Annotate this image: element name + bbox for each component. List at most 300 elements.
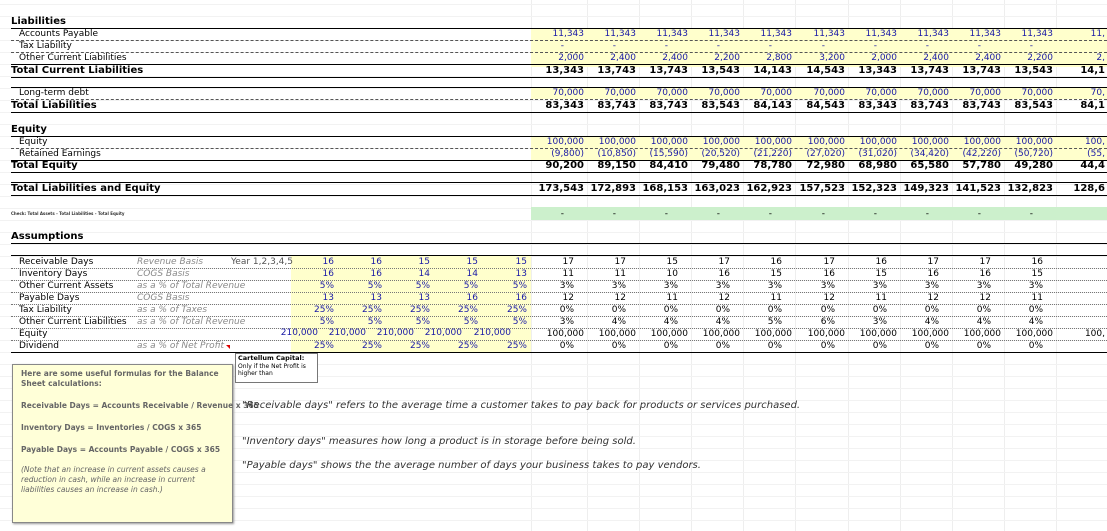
- cell-assumption-yearly: 210,000: [424, 328, 462, 338]
- cell-assumption-value: 4%: [611, 317, 626, 327]
- cell-retained-earnings: (42,220): [962, 149, 1001, 159]
- cell-assumption-value: 0%: [820, 305, 835, 315]
- cell-total-liabilities-equity: 128,6: [1073, 183, 1105, 194]
- note-intro: Here are some useful formulas for the Balance Sheet calculations:: [21, 369, 219, 388]
- cell-assumption-value: 3%: [767, 281, 782, 291]
- cell-total-equity: 78,780: [753, 160, 792, 171]
- row-label-tax-liability: Tax Liability: [19, 41, 72, 51]
- cell-total-equity: 65,580: [910, 160, 949, 171]
- cell-assumption-yearly: 13: [370, 293, 382, 303]
- cell-total-liabilities: 84,1: [1080, 100, 1105, 111]
- cell-total-liabilities: 83,743: [597, 100, 636, 111]
- cell-other-current-liabilities: 2,: [1096, 53, 1105, 63]
- cell-assumption-value: 4%: [924, 317, 939, 327]
- cell-check: -: [925, 209, 929, 219]
- grid-row-line: [0, 232, 1107, 233]
- cell-assumption-value: 15: [1031, 269, 1043, 279]
- cell-total-equity: 89,150: [597, 160, 636, 171]
- cell-other-current-liabilities: 2,000: [871, 53, 897, 63]
- cell-assumption-yearly: 16: [466, 293, 478, 303]
- cell-assumption-yearly: 15: [466, 257, 478, 267]
- cell-retained-earnings: (27,020): [806, 149, 845, 159]
- cell-tax-liability: -: [977, 41, 981, 51]
- cell-check: -: [768, 209, 772, 219]
- cell-retained-earnings: (9,800): [551, 149, 584, 159]
- cell-assumption-value: 16: [823, 269, 835, 279]
- cell-assumption-value: 0%: [715, 305, 730, 315]
- assumption-label: Payable Days: [19, 293, 80, 303]
- cell-assumption-yearly: 5%: [415, 317, 430, 327]
- cell-accounts-payable: 11,343: [969, 29, 1001, 39]
- cell-assumption-value: 0%: [820, 341, 835, 351]
- cell-assumption-yearly: 5%: [415, 281, 430, 291]
- cell-total-liabilities: 83,543: [701, 100, 740, 111]
- assumption-label: Dividend: [19, 341, 59, 351]
- cell-assumption-value: 3%: [559, 317, 574, 327]
- cell-long-term-debt: 70,000: [760, 88, 792, 98]
- cell-assumption-value: 100,000: [650, 329, 688, 339]
- cell-accounts-payable: 11,343: [552, 29, 584, 39]
- cell-check: -: [1029, 209, 1033, 219]
- cell-total-liabilities: 83,743: [962, 100, 1001, 111]
- cell-assumption-value: 17: [718, 257, 730, 267]
- cell-tax-liability: -: [612, 41, 616, 51]
- grid-row-line: [0, 244, 1107, 245]
- cell-total-current-liabilities: 13,343: [545, 65, 584, 76]
- grid-column-line: [743, 0, 744, 531]
- grid-column-line: [952, 0, 953, 531]
- cell-total-liabilities-equity: 172,893: [590, 183, 636, 194]
- cell-assumption-yearly: 14: [418, 269, 430, 279]
- cell-accounts-payable: 11,343: [708, 29, 740, 39]
- cell-long-term-debt: 70,000: [813, 88, 845, 98]
- section-equity: Equity: [11, 124, 47, 135]
- cell-check: -: [873, 209, 877, 219]
- cell-assumption-yearly: 210,000: [280, 328, 318, 338]
- cell-assumption-value: 0%: [663, 341, 678, 351]
- cell-assumption-value: 0%: [872, 341, 887, 351]
- cell-assumption-value: 100,000: [859, 329, 897, 339]
- row-label-long-term-debt: Long-term debt: [19, 88, 89, 98]
- cell-assumption-value: 11: [1031, 293, 1043, 303]
- cell-assumption-value: 4%: [663, 317, 678, 327]
- cell-total-current-liabilities: 13,543: [1014, 65, 1053, 76]
- assumption-basis: as a % of Total Revenue: [137, 281, 246, 291]
- cell-assumption-value: 3%: [663, 281, 678, 291]
- cell-other-current-liabilities: 2,400: [662, 53, 688, 63]
- cell-assumption-yearly: 210,000: [376, 328, 414, 338]
- cell-total-equity: 84,410: [649, 160, 688, 171]
- cell-assumption-yearly: 5%: [367, 281, 382, 291]
- row-label-total-liabilities-equity: Total Liabilities and Equity: [11, 183, 161, 194]
- cell-total-liabilities: 83,343: [858, 100, 897, 111]
- cell-assumption-value: 12: [823, 293, 835, 303]
- desc-payable-days: "Payable days" shows the the average number of days your business takes to pay vendors.: [242, 460, 701, 471]
- cell-assumption-value: 17: [823, 257, 835, 267]
- cell-assumption-yearly: 16: [370, 269, 382, 279]
- grid-column-line: [691, 0, 692, 531]
- cell-total-equity: 57,780: [962, 160, 1001, 171]
- cell-assumption-value: 0%: [1028, 305, 1043, 315]
- cell-other-current-liabilities: 2,200: [714, 53, 740, 63]
- grid-column-line: [848, 0, 849, 531]
- cell-assumption-value: 12: [979, 293, 991, 303]
- cell-assumption-yearly: 15: [418, 257, 430, 267]
- cell-assumption-value: 4%: [1028, 317, 1043, 327]
- cell-equity: 100,000: [546, 137, 584, 147]
- row-label-check: Check: Total Assets - Total Liabilities - Total Equity: [11, 211, 125, 216]
- row-label-accounts-payable: Accounts Payable: [19, 29, 99, 39]
- cell-tax-liability: -: [716, 41, 720, 51]
- assumption-basis: as a % of Net Profit: [137, 341, 225, 351]
- assumption-basis: as a % of Taxes: [137, 305, 208, 315]
- cell-assumption-value: 11: [562, 269, 574, 279]
- cell-assumption-value: 3%: [611, 281, 626, 291]
- cell-tax-liability: -: [925, 41, 929, 51]
- cell-other-current-liabilities: 2,400: [923, 53, 949, 63]
- cell-assumption-value: 3%: [559, 281, 574, 291]
- grid-column-line: [900, 0, 901, 531]
- grid-column-line: [639, 0, 640, 531]
- cell-assumption-yearly: 5%: [319, 281, 334, 291]
- cell-total-equity: 49,280: [1014, 160, 1053, 171]
- cell-assumption-value: 0%: [715, 341, 730, 351]
- assumption-basis: COGS Basis: [137, 269, 190, 279]
- cell-other-current-liabilities: 3,200: [819, 53, 845, 63]
- note-formula-receivable: Receivable Days = Accounts Receivable / Revenue x 365: [21, 401, 259, 410]
- cell-total-current-liabilities: 14,143: [753, 65, 792, 76]
- assumption-label: Other Current Assets: [19, 281, 114, 291]
- cell-assumption-value: 100,000: [911, 329, 949, 339]
- cell-long-term-debt: 70,000: [969, 88, 1001, 98]
- cell-total-current-liabilities: 13,743: [597, 65, 636, 76]
- cell-total-liabilities-equity: 141,523: [955, 183, 1001, 194]
- cell-assumption-yearly: 13: [322, 293, 334, 303]
- cell-check: -: [716, 209, 720, 219]
- cell-total-current-liabilities: 13,743: [910, 65, 949, 76]
- cell-accounts-payable: 11,343: [813, 29, 845, 39]
- cell-retained-earnings: (50,720): [1014, 149, 1053, 159]
- cell-assumption-value: 0%: [924, 305, 939, 315]
- cell-assumption-value: 3%: [1028, 281, 1043, 291]
- cell-comment: [235, 353, 318, 383]
- cell-assumption-yearly: 5%: [367, 317, 382, 327]
- cell-retained-earnings: (55,: [1087, 149, 1105, 159]
- cell-total-current-liabilities: 13,343: [858, 65, 897, 76]
- cell-tax-liability: -: [560, 41, 564, 51]
- cell-assumption-value: 0%: [924, 341, 939, 351]
- cell-assumption-yearly: 25%: [409, 305, 430, 315]
- cell-check: -: [612, 209, 616, 219]
- desc-inventory-days: "Inventory days" measures how long a product is in storage before being sold.: [242, 436, 636, 447]
- cell-assumption-yearly: 13: [515, 269, 527, 279]
- grid-column-line: [795, 0, 796, 531]
- cell-assumption-value: 0%: [559, 305, 574, 315]
- cell-total-equity: 44,4: [1080, 160, 1105, 171]
- cell-equity: 100,000: [702, 137, 740, 147]
- cell-accounts-payable: 11,343: [917, 29, 949, 39]
- cell-assumption-value: 3%: [715, 281, 730, 291]
- cell-long-term-debt: 70,000: [1021, 88, 1053, 98]
- cell-retained-earnings: (31,020): [858, 149, 897, 159]
- cell-assumption-value: 16: [979, 269, 991, 279]
- cell-total-equity: 68,980: [858, 160, 897, 171]
- cell-total-liabilities-equity: 173,543: [538, 183, 584, 194]
- cell-total-liabilities: 84,543: [806, 100, 845, 111]
- cell-assumption-value: 17: [614, 257, 626, 267]
- cell-long-term-debt: 70,: [1090, 88, 1105, 98]
- cell-total-liabilities-equity: 168,153: [642, 183, 688, 194]
- year-label: Year 1,2,3,4,5: [231, 257, 293, 267]
- cell-long-term-debt: 70,000: [865, 88, 897, 98]
- grid-row-line: [0, 124, 1107, 125]
- row-label-total-current-liabilities: Total Current Liabilities: [11, 65, 144, 76]
- comment-author: Cartellum Capital:: [238, 354, 305, 362]
- cell-assumption-yearly: 14: [466, 269, 478, 279]
- cell-assumption-value: 100,000: [546, 329, 584, 339]
- cell-total-liabilities: 83,343: [545, 100, 584, 111]
- cell-assumption-value: 0%: [1028, 341, 1043, 351]
- cell-assumption-value: 12: [562, 293, 574, 303]
- cell-total-liabilities-equity: 149,323: [903, 183, 949, 194]
- cell-assumption-yearly: 16: [370, 257, 382, 267]
- row-label-other-current-liabilities: Other Current Liabilities: [19, 53, 127, 63]
- cell-total-liabilities: 83,743: [910, 100, 949, 111]
- cell-assumption-yearly: 25%: [409, 341, 430, 351]
- cell-assumption-value: 3%: [820, 281, 835, 291]
- cell-assumption-value: 100,000: [598, 329, 636, 339]
- cell-assumption-yearly: 16: [515, 293, 527, 303]
- cell-assumption-value: 0%: [872, 305, 887, 315]
- cell-retained-earnings: (20,520): [701, 149, 740, 159]
- check-fill: [531, 207, 1107, 220]
- cell-assumption-yearly: 25%: [457, 305, 478, 315]
- cell-assumption-value: 11: [875, 293, 887, 303]
- cell-assumption-yearly: 16: [322, 269, 334, 279]
- assumption-label: Inventory Days: [19, 269, 88, 279]
- grid-column-line: [1056, 0, 1057, 531]
- cell-other-current-liabilities: 2,200: [1027, 53, 1053, 63]
- grid-row-line: [0, 220, 1107, 221]
- cell-equity: 100,000: [598, 137, 636, 147]
- grid-column-line: [531, 0, 532, 531]
- cell-assumption-value: 5%: [767, 317, 782, 327]
- cell-assumption-yearly: 5%: [463, 281, 478, 291]
- cell-assumption-yearly: 25%: [361, 305, 382, 315]
- cell-long-term-debt: 70,000: [552, 88, 584, 98]
- cell-retained-earnings: (15,590): [649, 149, 688, 159]
- cell-equity: 100,000: [1015, 137, 1053, 147]
- cell-accounts-payable: 11,343: [865, 29, 897, 39]
- cell-total-equity: 90,200: [545, 160, 584, 171]
- cell-assumption-value: 100,: [1084, 329, 1105, 339]
- cell-long-term-debt: 70,000: [604, 88, 636, 98]
- grid-row-line: [0, 16, 1107, 17]
- cell-equity: 100,000: [807, 137, 845, 147]
- cell-assumption-yearly: 210,000: [473, 328, 511, 338]
- cell-assumption-value: 16: [875, 257, 887, 267]
- cell-assumption-value: 10: [666, 269, 678, 279]
- cell-accounts-payable: 11,343: [1021, 29, 1053, 39]
- cell-total-equity: 72,980: [806, 160, 845, 171]
- cell-assumption-value: 0%: [611, 341, 626, 351]
- cell-total-current-liabilities: 13,743: [649, 65, 688, 76]
- formula-note: [12, 364, 259, 523]
- cell-assumption-value: 100,000: [807, 329, 845, 339]
- cell-assumption-value: 100,000: [1015, 329, 1053, 339]
- assumption-basis: as a % of Total Revenue: [137, 317, 246, 327]
- cell-accounts-payable: 11,: [1090, 29, 1105, 39]
- grid-row-line: [0, 196, 1107, 197]
- cell-assumption-value: 12: [718, 293, 730, 303]
- cell-assumption-value: 16: [1031, 257, 1043, 267]
- comment-indicator: [226, 345, 230, 349]
- cell-total-liabilities: 84,143: [753, 100, 792, 111]
- cell-check: -: [977, 209, 981, 219]
- cell-equity: 100,000: [754, 137, 792, 147]
- cell-assumption-value: 11: [770, 293, 782, 303]
- row-label-total-equity: Total Equity: [11, 160, 78, 171]
- note-formula-inventory: Inventory Days = Inventories / COGS x 365: [21, 423, 202, 432]
- cell-other-current-liabilities: 2,800: [766, 53, 792, 63]
- cell-total-liabilities-equity: 132,823: [1007, 183, 1053, 194]
- cell-assumption-yearly: 25%: [361, 341, 382, 351]
- row-label-equity: Equity: [19, 137, 48, 147]
- cell-equity: 100,: [1084, 137, 1105, 147]
- cell-assumption-value: 3%: [924, 281, 939, 291]
- cell-long-term-debt: 70,000: [656, 88, 688, 98]
- cell-assumption-yearly: 25%: [313, 305, 334, 315]
- cell-assumption-value: 17: [927, 257, 939, 267]
- cell-total-liabilities-equity: 152,323: [851, 183, 897, 194]
- cell-assumption-value: 15: [770, 269, 782, 279]
- assumption-basis: Revenue Basis: [137, 257, 204, 267]
- cell-equity: 100,000: [911, 137, 949, 147]
- cell-assumption-yearly: 25%: [457, 341, 478, 351]
- cell-assumption-value: 3%: [976, 281, 991, 291]
- cell-total-liabilities-equity: 162,923: [746, 183, 792, 194]
- cell-assumption-value: 11: [614, 269, 626, 279]
- section-liabilities: Liabilities: [11, 16, 66, 27]
- cell-assumption-value: 100,000: [754, 329, 792, 339]
- cell-total-current-liabilities: 13,543: [701, 65, 740, 76]
- cell-assumption-yearly: 15: [515, 257, 527, 267]
- cell-equity: 100,000: [963, 137, 1001, 147]
- cell-total-current-liabilities: 14,1: [1080, 65, 1105, 76]
- cell-assumption-value: 4%: [715, 317, 730, 327]
- cell-check: -: [821, 209, 825, 219]
- cell-assumption-value: 16: [718, 269, 730, 279]
- cell-equity: 100,000: [859, 137, 897, 147]
- cell-tax-liability: -: [1029, 41, 1033, 51]
- cell-assumption-value: 4%: [976, 317, 991, 327]
- assumption-basis: COGS Basis: [137, 293, 190, 303]
- assumption-label: Equity: [19, 329, 48, 339]
- cell-assumption-yearly: 16: [322, 257, 334, 267]
- assumptions-bottom-border: [11, 352, 1107, 353]
- cell-assumption-value: 12: [927, 293, 939, 303]
- cell-assumption-yearly: 5%: [463, 317, 478, 327]
- cell-assumption-yearly: 5%: [512, 317, 527, 327]
- cell-assumption-value: 6%: [820, 317, 835, 327]
- cell-other-current-liabilities: 2,000: [558, 53, 584, 63]
- cell-tax-liability: -: [768, 41, 772, 51]
- cell-tax-liability: -: [821, 41, 825, 51]
- cell-accounts-payable: 11,343: [656, 29, 688, 39]
- assumption-label: Other Current Liabilities: [19, 317, 127, 327]
- grid-column-line: [587, 0, 588, 531]
- row-label-total-liabilities: Total Liabilities: [11, 100, 97, 111]
- cell-long-term-debt: 70,000: [917, 88, 949, 98]
- cell-equity: 100,000: [650, 137, 688, 147]
- cell-other-current-liabilities: 2,400: [610, 53, 636, 63]
- note-formula-payable: Payable Days = Accounts Payable / COGS x 365: [21, 445, 221, 454]
- cell-assumption-value: 0%: [767, 341, 782, 351]
- assumption-label: Tax Liability: [19, 305, 72, 315]
- desc-receivable-days: "Receivable days" refers to the average time a customer takes to pay back for products or services purchased.: [242, 400, 801, 411]
- cell-assumption-value: 15: [875, 269, 887, 279]
- assumption-label: Receivable Days: [19, 257, 94, 267]
- cell-tax-liability: -: [873, 41, 877, 51]
- cell-assumption-yearly: 25%: [313, 341, 334, 351]
- cell-assumption-value: 11: [666, 293, 678, 303]
- cell-total-liabilities-equity: 157,523: [799, 183, 845, 194]
- row-label-retained-earnings: Retained Earnings: [19, 149, 101, 159]
- cell-assumption-yearly: 25%: [506, 341, 527, 351]
- cell-retained-earnings: (34,420): [910, 149, 949, 159]
- cell-total-liabilities: 83,543: [1014, 100, 1053, 111]
- cell-assumption-value: 16: [927, 269, 939, 279]
- cell-assumption-value: 0%: [976, 305, 991, 315]
- section-assumptions: Assumptions: [11, 231, 84, 242]
- cell-assumption-yearly: 13: [418, 293, 430, 303]
- cell-accounts-payable: 11,343: [604, 29, 636, 39]
- cell-total-liabilities: 83,743: [649, 100, 688, 111]
- grid-row-line: [0, 4, 1107, 5]
- cell-assumption-value: 3%: [872, 281, 887, 291]
- cell-retained-earnings: (21,220): [753, 149, 792, 159]
- note-footer: (Note that an increase in current assets causes a reduction in cash, while an increase in current liabilities causes an increase in cash.): [21, 465, 206, 494]
- cell-assumption-value: 17: [979, 257, 991, 267]
- cell-assumption-value: 17: [562, 257, 574, 267]
- cell-assumption-value: 12: [614, 293, 626, 303]
- cell-assumption-value: 0%: [976, 341, 991, 351]
- cell-check: -: [560, 209, 564, 219]
- cell-retained-earnings: (10,850): [597, 149, 636, 159]
- cell-total-current-liabilities: 14,543: [806, 65, 845, 76]
- cell-assumption-value: 0%: [767, 305, 782, 315]
- cell-other-current-liabilities: 2,400: [975, 53, 1001, 63]
- cell-assumption-yearly: 210,000: [328, 328, 366, 338]
- cell-total-equity: 79,480: [701, 160, 740, 171]
- cell-tax-liability: -: [664, 41, 668, 51]
- cell-assumption-value: 3%: [872, 317, 887, 327]
- comment-text: Only if the Net Profit is higher than: [238, 362, 306, 377]
- grid-column-line: [1004, 0, 1005, 531]
- cell-assumption-yearly: 25%: [506, 305, 527, 315]
- cell-assumption-value: 100,000: [702, 329, 740, 339]
- cell-long-term-debt: 70,000: [708, 88, 740, 98]
- cell-assumption-value: 100,000: [963, 329, 1001, 339]
- cell-assumption-value: 15: [666, 257, 678, 267]
- cell-accounts-payable: 11,343: [760, 29, 792, 39]
- cell-assumption-yearly: 5%: [319, 317, 334, 327]
- cell-assumption-value: 0%: [611, 305, 626, 315]
- cell-assumption-yearly: 5%: [512, 281, 527, 291]
- cell-total-liabilities-equity: 163,023: [694, 183, 740, 194]
- cell-assumption-value: 0%: [663, 305, 678, 315]
- cell-check: -: [664, 209, 668, 219]
